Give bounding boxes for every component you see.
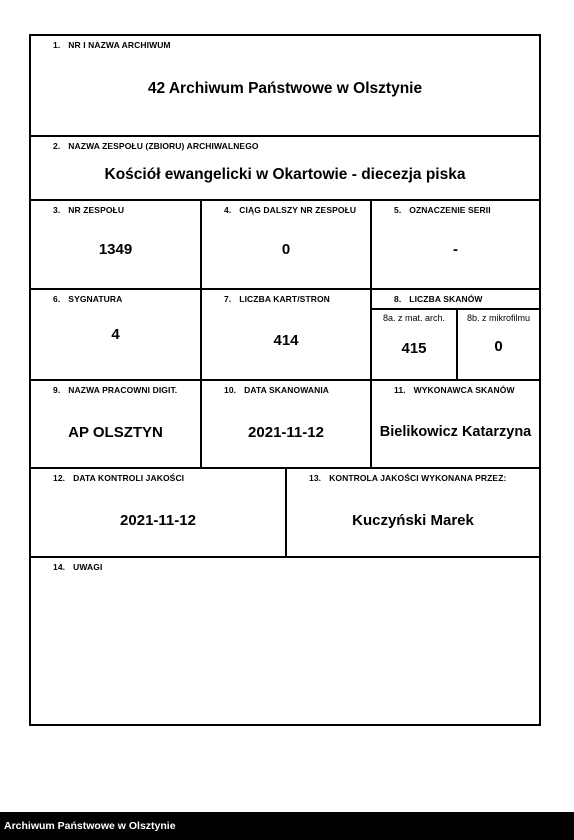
row-fonds-number — [31, 201, 539, 290]
field-signature — [31, 290, 202, 379]
series-value: - — [453, 241, 458, 258]
field-number: 1. — [53, 40, 61, 50]
field-label — [224, 385, 329, 395]
digitization-lab-value: AP OLSZTYN — [68, 424, 163, 441]
field-label — [224, 294, 330, 304]
field-label — [53, 562, 102, 572]
field-archive — [31, 36, 539, 135]
scan-count-header — [372, 290, 539, 310]
field-label-text: DATA KONTROLI JAKOŚCI — [73, 473, 185, 483]
field-label-text: NR I NAZWA ARCHIWUM — [68, 40, 171, 50]
row-fonds-name — [31, 137, 539, 201]
row-notes — [31, 558, 539, 724]
row-quality-control — [31, 469, 539, 558]
field-label — [53, 141, 259, 151]
field-label — [53, 385, 177, 395]
archive-value: 42 Archiwum Państwowe w Olsztynie — [147, 80, 423, 97]
field-scan-operator — [372, 381, 539, 467]
field-label-text: WYKONAWCA SKANÓW — [413, 385, 515, 395]
scan-count-archival-value: 415 — [401, 340, 427, 357]
fonds-number-value: 1349 — [98, 241, 133, 258]
subfield-label: 8a. z mat. arch. — [382, 313, 446, 323]
field-number: 10. — [224, 385, 237, 395]
fonds-continuation-value: 0 — [281, 241, 291, 258]
fonds-name-value: Kościół ewangelicki w Okartowie - diecezja piska — [104, 166, 466, 183]
field-label-text: LICZBA SKANÓW — [409, 294, 483, 304]
footer-text: Archiwum Państwowe w Olsztynie — [4, 820, 176, 832]
field-label — [394, 205, 491, 215]
page-count-value: 414 — [273, 332, 299, 349]
field-label — [53, 294, 122, 304]
field-label — [309, 473, 506, 483]
field-digitization-lab — [31, 381, 202, 467]
field-label — [53, 205, 124, 215]
field-label-text: CIĄG DALSZY NR ZESPOŁU — [239, 205, 357, 215]
signature-value: 4 — [111, 326, 120, 343]
field-qc-operator — [287, 469, 539, 556]
subfield-label: 8b. z mikrofilmu — [466, 313, 530, 323]
row-digitization — [31, 381, 539, 469]
field-label — [53, 473, 184, 483]
field-fonds-continuation — [202, 201, 372, 288]
field-scan-date — [202, 381, 372, 467]
field-label — [394, 294, 483, 304]
metadata-form — [29, 34, 541, 726]
scan-operator-value: Bielikowicz Katarzyna — [379, 424, 532, 440]
field-label-text: UWAGI — [73, 562, 103, 572]
field-fonds-number — [31, 201, 202, 288]
field-number: 3. — [53, 205, 61, 215]
field-label-text: NR ZESPOŁU — [68, 205, 125, 215]
field-label-text: NAZWA PRACOWNI DIGIT. — [68, 385, 178, 395]
field-label-text: DATA SKANOWANIA — [244, 385, 330, 395]
field-number: 2. — [53, 141, 61, 151]
field-scan-count — [372, 290, 539, 379]
footer-bar — [0, 812, 574, 840]
field-notes — [31, 558, 539, 724]
field-label-text: OZNACZENIE SERII — [409, 205, 491, 215]
field-scan-count-microfilm — [458, 310, 539, 379]
field-series — [372, 201, 539, 288]
field-fonds-name — [31, 137, 539, 199]
scan-date-value: 2021-11-12 — [248, 424, 324, 441]
field-number: 11. — [394, 385, 406, 395]
field-number: 6. — [53, 294, 61, 304]
field-label-text: SYGNATURA — [68, 294, 123, 304]
field-number: 4. — [224, 205, 232, 215]
qc-operator-value: Kuczyński Marek — [352, 512, 474, 529]
field-number: 13. — [309, 473, 322, 483]
field-number: 5. — [394, 205, 402, 215]
field-label-text: LICZBA KART/STRON — [239, 294, 330, 304]
field-number: 8. — [394, 294, 402, 304]
field-page-count — [202, 290, 372, 379]
field-qc-date — [31, 469, 287, 556]
field-label — [53, 40, 171, 50]
scan-count-microfilm-value: 0 — [494, 338, 503, 355]
field-label-text: KONTROLA JAKOŚCI WYKONANA PRZEZ: — [329, 473, 507, 483]
field-scan-count-archival — [372, 310, 458, 379]
row-archive — [31, 36, 539, 137]
qc-date-value: 2021-11-12 — [120, 512, 196, 529]
field-number: 7. — [224, 294, 232, 304]
field-label — [394, 385, 515, 395]
row-signature — [31, 290, 539, 381]
field-number: 9. — [53, 385, 61, 395]
field-number: 14. — [53, 562, 66, 572]
field-label-text: NAZWA ZESPOŁU (ZBIORU) ARCHIWALNEGO — [68, 141, 259, 151]
field-label — [224, 205, 356, 215]
field-number: 12. — [53, 473, 66, 483]
